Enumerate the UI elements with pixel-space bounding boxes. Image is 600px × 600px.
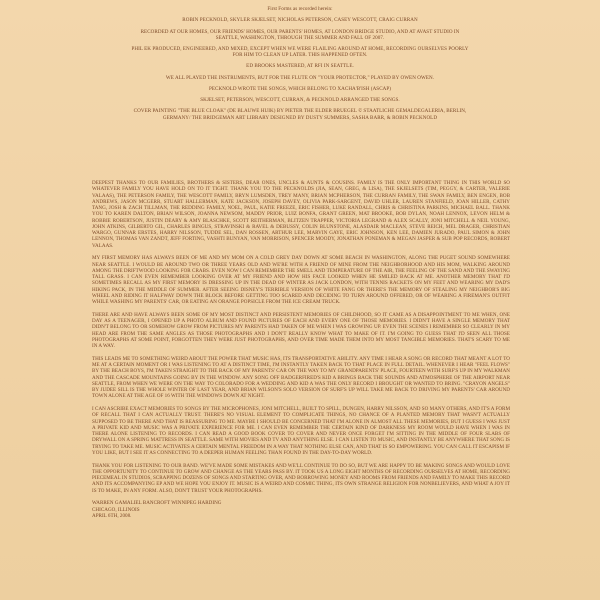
thanks-paragraph: DEEPEST THANKS TO OUR FAMILIES, BROTHERS & SISTERS, DEAR ONES, UNCLES & AUNTS & COUSINS. FAMILY IS THE ONLY IMPORTANT THING IN THIS WORLD SO WHATEVER FAMILY YOU HAVE HOLD ON TO IT TIGHT. THANK YOU TO THE PECKNOLDS (JIA, SEAN, GREG, & LISA), THE SKJELSETS (TIM, PEGGY, & CARTER, VALERIE VALAAS), THE PETERSON FAMILY, THE WESCOTT FAMILY, BRYN LUMSDEN, TREY MANY, BRIAN MCPHERSON, THE CURRAN FAMILY, THE SWAN FAMILY, BEN ENGEN, BOB ANDREWS, JASON MCGERR, STUART HALLERMAN, KATE JACKSON, JOSEPH DAVEY, OLIVIA PARK-SARGENT, DAVID UHLER, LAUREN STANFIELD, JOAN HILLER, CATHY TANG, JOSH & ZACH TILLMAN, THE REDDING FAMILY, NOEL, PAUL, KATIE FREEZE, ERIC FISHER, LUKE RANDALL, CHRIS & CHRISTINA PARKINS, MICHAEL BALL. THANK YOU TO KAREN DALTON, BRIAN WILSON, JOANNA NEWSOM, MADDY PRIOR, LUIZ BONFA, GRANT GREEN, MAT BROOKE, BOB DYLAN, NOAH LENNOX, LEVON HELM & ROBBIE ROBERTSON, JUSTIN DEARY & AMY BLASCHKE, SCOTT REITHERMAN, BLITZEN TRAPPER, VICTORIA LEGRAND & ALEX SCALLY, JONI MITCHELL & NEIL YOUNG, JOHN ATKINS, GILBERTO GIL, CHARLES BINGUS, STRAVINSKI & RAVEL & DEBUSSY, COLIN BLUNSTONE, ALASDAIR MACLEAN, STEVE REICH, MEL DRAGER, CHRISTIAN WARGO, GUNNAR ERSTES, HARRY NILSSON, TUDDE SEL, DAN ROSSEN, ARTHUR LEE, MARVIN GAYE, ERIC JOHNSON, KEN LEE, DAMIEN JURADO, PAUL SIMON & JOHN LENNON, THOMAS VAN ZANDT, JEFF FORTING, VASHTI BUNYAN, VAN MORRISON, SPENCER MOODY, JONATHAN PONEMAN & MEGAN JASPER & SUB POP RECORDS, ROBERT VALAAS.	[92, 180, 510, 249]
credits-mastering: ED BROOKS MASTERED, AT RFI IN SEATTLE.	[246, 63, 354, 70]
signature-date: APRIL 6TH, 2008.	[92, 512, 132, 519]
memory-paragraph-2: THERE ARE AND HAVE ALWAYS BEEN SOME OF MY MOST DISTINCT AND PERSISTENT MEMORIES OF CHILDHOOD, SO IT CAME AS A DISAPPOINTMENT TO ME WHEN, ONE DAY AS A TEENAGER, I OPENED UP A PHOTO ALBUM AND FOUND PICTURES OF EACH AND EVERY ONE OF THOSE MEMORIES. I DIDN'T HAVE A SINGLE MEMORY THAT DIDN'T BELONG TO OR SOMEHOW GROW FROM PICTURES MY PARENTS HAD TAKEN OF ME WHEN I WAS GROWING UP. EVEN THE SCENES I REMEMBER SO CLEARLY IN MY HEAD ARE FROM THE SAME ANGLES AS THOSE PHOTOGRAPHS AND I DON'T REALLY KNOW WHAT TO MAKE OF IT. I'M GOING TO GUESS THAT I'D SEEN ALL THOSE PHOTOGRAPHS AT SOME POINT, FORGOTTEN THEY WERE JUST PHOTOGRAPHS, AND OVER TIME MADE THEM INTO MY MOST TANGIBLE MEMORIES. THAT'S SCARY TO ME IN A WAY.	[92, 311, 510, 349]
credits-songwriting: PECKNOLD WROTE THE SONGS, WHICH BELONG TO XACHA'B'ISH (ASCAP)	[209, 85, 391, 92]
closing-paragraph: THANK YOU FOR LISTENING TO OUR BAND. WE'VE MADE SOME MISTAKES AND WE'LL CONTINUE TO DO SO, BUT WE ARE HAPPY TO BE MAKING SONGS AND WOULD LOVE THE OPPORTUNITY TO CONTINUE TO GROW AND CHANGE AS THE YEARS PASS BY. IT TOOK US A LONG EIGHT MONTHS OF RECORDING OURSELVES AT HOME, RECORDING PIECEMEAL IN STUDIOS, SCRAPPING DOZENS OF SONGS AND STARTING OVER, AND BORROWING MONEY AND ROOMS FROM FRIENDS AND FAMILY TO MAKE THIS RECORD AND ITS ACCOMPANYING EP AND WE HOPE YOU ENJOY IT. MUSIC IS A WEIRD AND COSMIC THING, ITS OWN STRANGE RELIGION FOR NONBELIEVERS, AND WHAT A JOY IT IS TO MAKE, IN ANY FORM. ALSO, DON'T TRUST YOUR PHOTOGRAPHS.	[92, 462, 510, 494]
credits-block	[130, 6, 470, 126]
signature-name: WARREN GAMALIEL BANCROFT WINNIPEG HARDING	[92, 500, 222, 507]
memory-paragraph-4: I CAN ASCRIBE EXACT MEMORIES TO SONGS BY THE MICROPHONES, JONI MITCHELL, BUILT TO SPILL, DUNGEN, HARRY NILSSON, AND SO MANY OTHERS, AND IT'S A FORM OF RECALL THAT I CAN ACTUALLY TRUST. THERE'S NO VISUAL ELEMENT TO COMPLICATE THINGS, NO CHANCE OF A PLANTED MEMORY THAT WASN'T ACTUALLY SUPPOSED TO BE THERE AND THAT IS REASSURING TO ME. MAYBE I SHOULD BE CONCERNED THAT I'M ALONE IN ALMOST ALL THESE MEMORIES, BUT I GUESS I WAS JUST A PRIVATE KID AND MUSIC WAS A PRIVATE EXPERIENCE FOR ME. I CAN EVEN REMEMBER THE CERTAIN KIND OF DARKNESS MY ROOM WOULD HAVE WHEN I WAS IN THERE ALONE LISTENING TO RECORDS. I CAN READ A GOOD BOOK COVER TO COVER AND NEVER ONCE FORGET I'M SITTING IN THE MIDDLE OF FOUR SLABS OF DRYWALL ON A SPRING MATTRESS IN SEATTLE. SAME WITH MOVIES AND TV AND ANYTHING ELSE. I CAN LISTEN TO MUSIC, AND INSTANTLY BE ANYWHERE THAT SONG IS TRYING TO TAKE ME. MUSIC ACTIVATES A CERTAIN MENTAL FREEDOM IN A WAY THAT NOTHING ELSE CAN, AND THAT IS SO EMPOWERING. YOU CAN CALL IT ESCAPISM IF YOU LIKE, BUT I SEE IT AS CONNECTING TO A DEEPER HUMAN FEELING THAN FOUND IN THE DAY-TO-DAY WORLD.	[92, 406, 510, 456]
credits-cover-art: COVER PAINTING "THE BLUE CLOAK" (DE BLAUWE HUIK) BY PIETER THE ELDER BRUEGEL © STAATLICHE GEMALDEGALERIA, BERLIN, GERMANY/ THE BRIDGEMAN ART LIBRARY DESIGNED BY DUSTY SUMMERS, SASHA BARR, & ROBIN PECKNOLD	[133, 108, 467, 121]
credits-instruments: WE ALL PLAYED THE INSTRUMENTS, BUT FOR THE FLUTE ON "YOUR PROTECTOR," PLAYED BY OWEN OWEN.	[165, 74, 435, 81]
memory-paragraph-1: MY FIRST MEMORY HAS ALWAYS BEEN OF ME AND MY MOM ON A COLD GREY DAY DOWN AT SOME BEACH IN WASHINGTON, ALONG THE PUGET SOUND SOMEWHERE NEAR SEATTLE. I WOULD BE AROUND TWO OR THREE YEARS OLD AND WE'RE WITH A FRIEND OF MINE FROM THE NEIGHBORHOOD AND HIS MOM, WALKING AROUND AMONG THE DRIFTWOOD LOOKING FOR CRABS. EVEN NOW I CAN REMEMBER THE SMELL AND TEMPERATURE OF THE AIR, THE FEELING OF THE SAND AND THE SWAYING TALL GRASS. I CAN EVEN REMEMBER LOOKING OVER AT MY FRIEND AND HOW HIS FACE LOOKED WHEN HE SMILED BACK AT ME. ANOTHER MEMORY THAT I'D SOMETIMES RECALL AS MY FIRST MEMORY IS DRESSING UP IN THE DEAD OF WINTER AS JACK LONDON, WITH TENNIS RACKETS ON MY FEET AND WEARING MY DAD'S HIKING PACK, IN THE MIDDLE OF SUMMER. AFTER SEEING DISNEY'S TERRIBLE VERSION OF WHITE FANG OR THERE'S THE MEMORY OF STEALING MY NEIGHBOR'S BIG WHEEL AND RIDING IT HALFWAY DOWN THE BLOCK BEFORE GETTING TOO SCARED AND DECIDING TO TURN AROUND OFFERED, OR OF WEARING A FIREMAN'S OUTFIT WHILE WASHING MY PARENTS' CAR, OR EATING AN ORANGE POPSICLE FROM THE ICE CREAM TRUCK.	[92, 255, 510, 305]
credits-arrangement: SKJELSET, PETERSON, WESCOTT, CURRAN, & PECKNOLD ARRANGED THE SONGS.	[200, 97, 400, 104]
memory-paragraph-3: THIS LEADS ME TO SOMETHING WEIRD ABOUT THE POWER THAT MUSIC HAS, ITS TRANSPORTATIVE ABILITY. ANY TIME I HEAR A SONG OR RECORD THAT MEANT A LOT TO ME AT A CERTAIN MOMENT OR I WAS LISTENING TO AT A DISTINCT TIME, I'M INSTANTLY TAKEN BACK TO THAT PLACE IN FULL DETAIL. WHENEVER I HEAR "FEEL FLOWS" BY THE BEACH BOYS, I'M TAKEN STRAIGHT TO THE BACK OF MY PARENTS' CAR ON THE WAY TO MY GRANDPARENTS' PLACE, FOURTEEN WITH SURF'S UP IN MY WALKMAN AND THE CASCADE MOUNTAINS GOING BY IN THE WINDOW. ANY SONG OFF BADGERFIRED'S KID A BRINGS BACK THE SOUNDS AND ATMOSPHERE OF THE AIRPORT NEAR SEATTLE, FROM WHEN WE WERE ON THE WAY TO COLORADO FOR A WEDDING AND KID A WAS THE ONLY RECORD I BROUGHT OR WANTED TO BRING. "CRAYON ANGELS" BY JUDEE SILL IS THE WHOLE WINTER OF LAST YEAR, AND BRIAN WILSON'S SOLO VERSION OF SURF'S UP WILL TAKE ME BACK TO DRIVING MY PARENTS' CAR AROUND TOWN ALONE AT THE AGE OF 16 WITH THE WINDOWS DOWN AT NIGHT.	[92, 355, 510, 400]
credits-band-members: ROBIN PECKNOLD, SKYLER SKJELSET, NICHOLAS PETERSON, CASEY WESCOTT, CRAIG CURRAN	[182, 17, 418, 24]
liner-text	[92, 180, 510, 519]
credits-intro: First Forms as recorded herein:	[267, 6, 333, 12]
signature-place: CHICAGO, ILLINOIS	[92, 506, 140, 513]
credits-production: PHIL EK PRODUCED, ENGINEERED, AND MIXED, EXCEPT WHEN WE WERE FLAILING AROUND AT HOME, RECORDING OURSELVES POORLY FOR HIM TO CLEAN UP LATER. THIS HAPPENED OFTEN.	[131, 45, 469, 59]
credits-recording: RECORDED AT OUR HOMES, OUR FRIENDS' HOMES, OUR PARENTS' HOMES, AT LONDON BRIDGE STUDIO, AND AT AVAST STUDIO IN SEATTLE, WASHINGTON, THROUGH THE SUMMER AND FALL OF 2007.	[140, 28, 460, 41]
